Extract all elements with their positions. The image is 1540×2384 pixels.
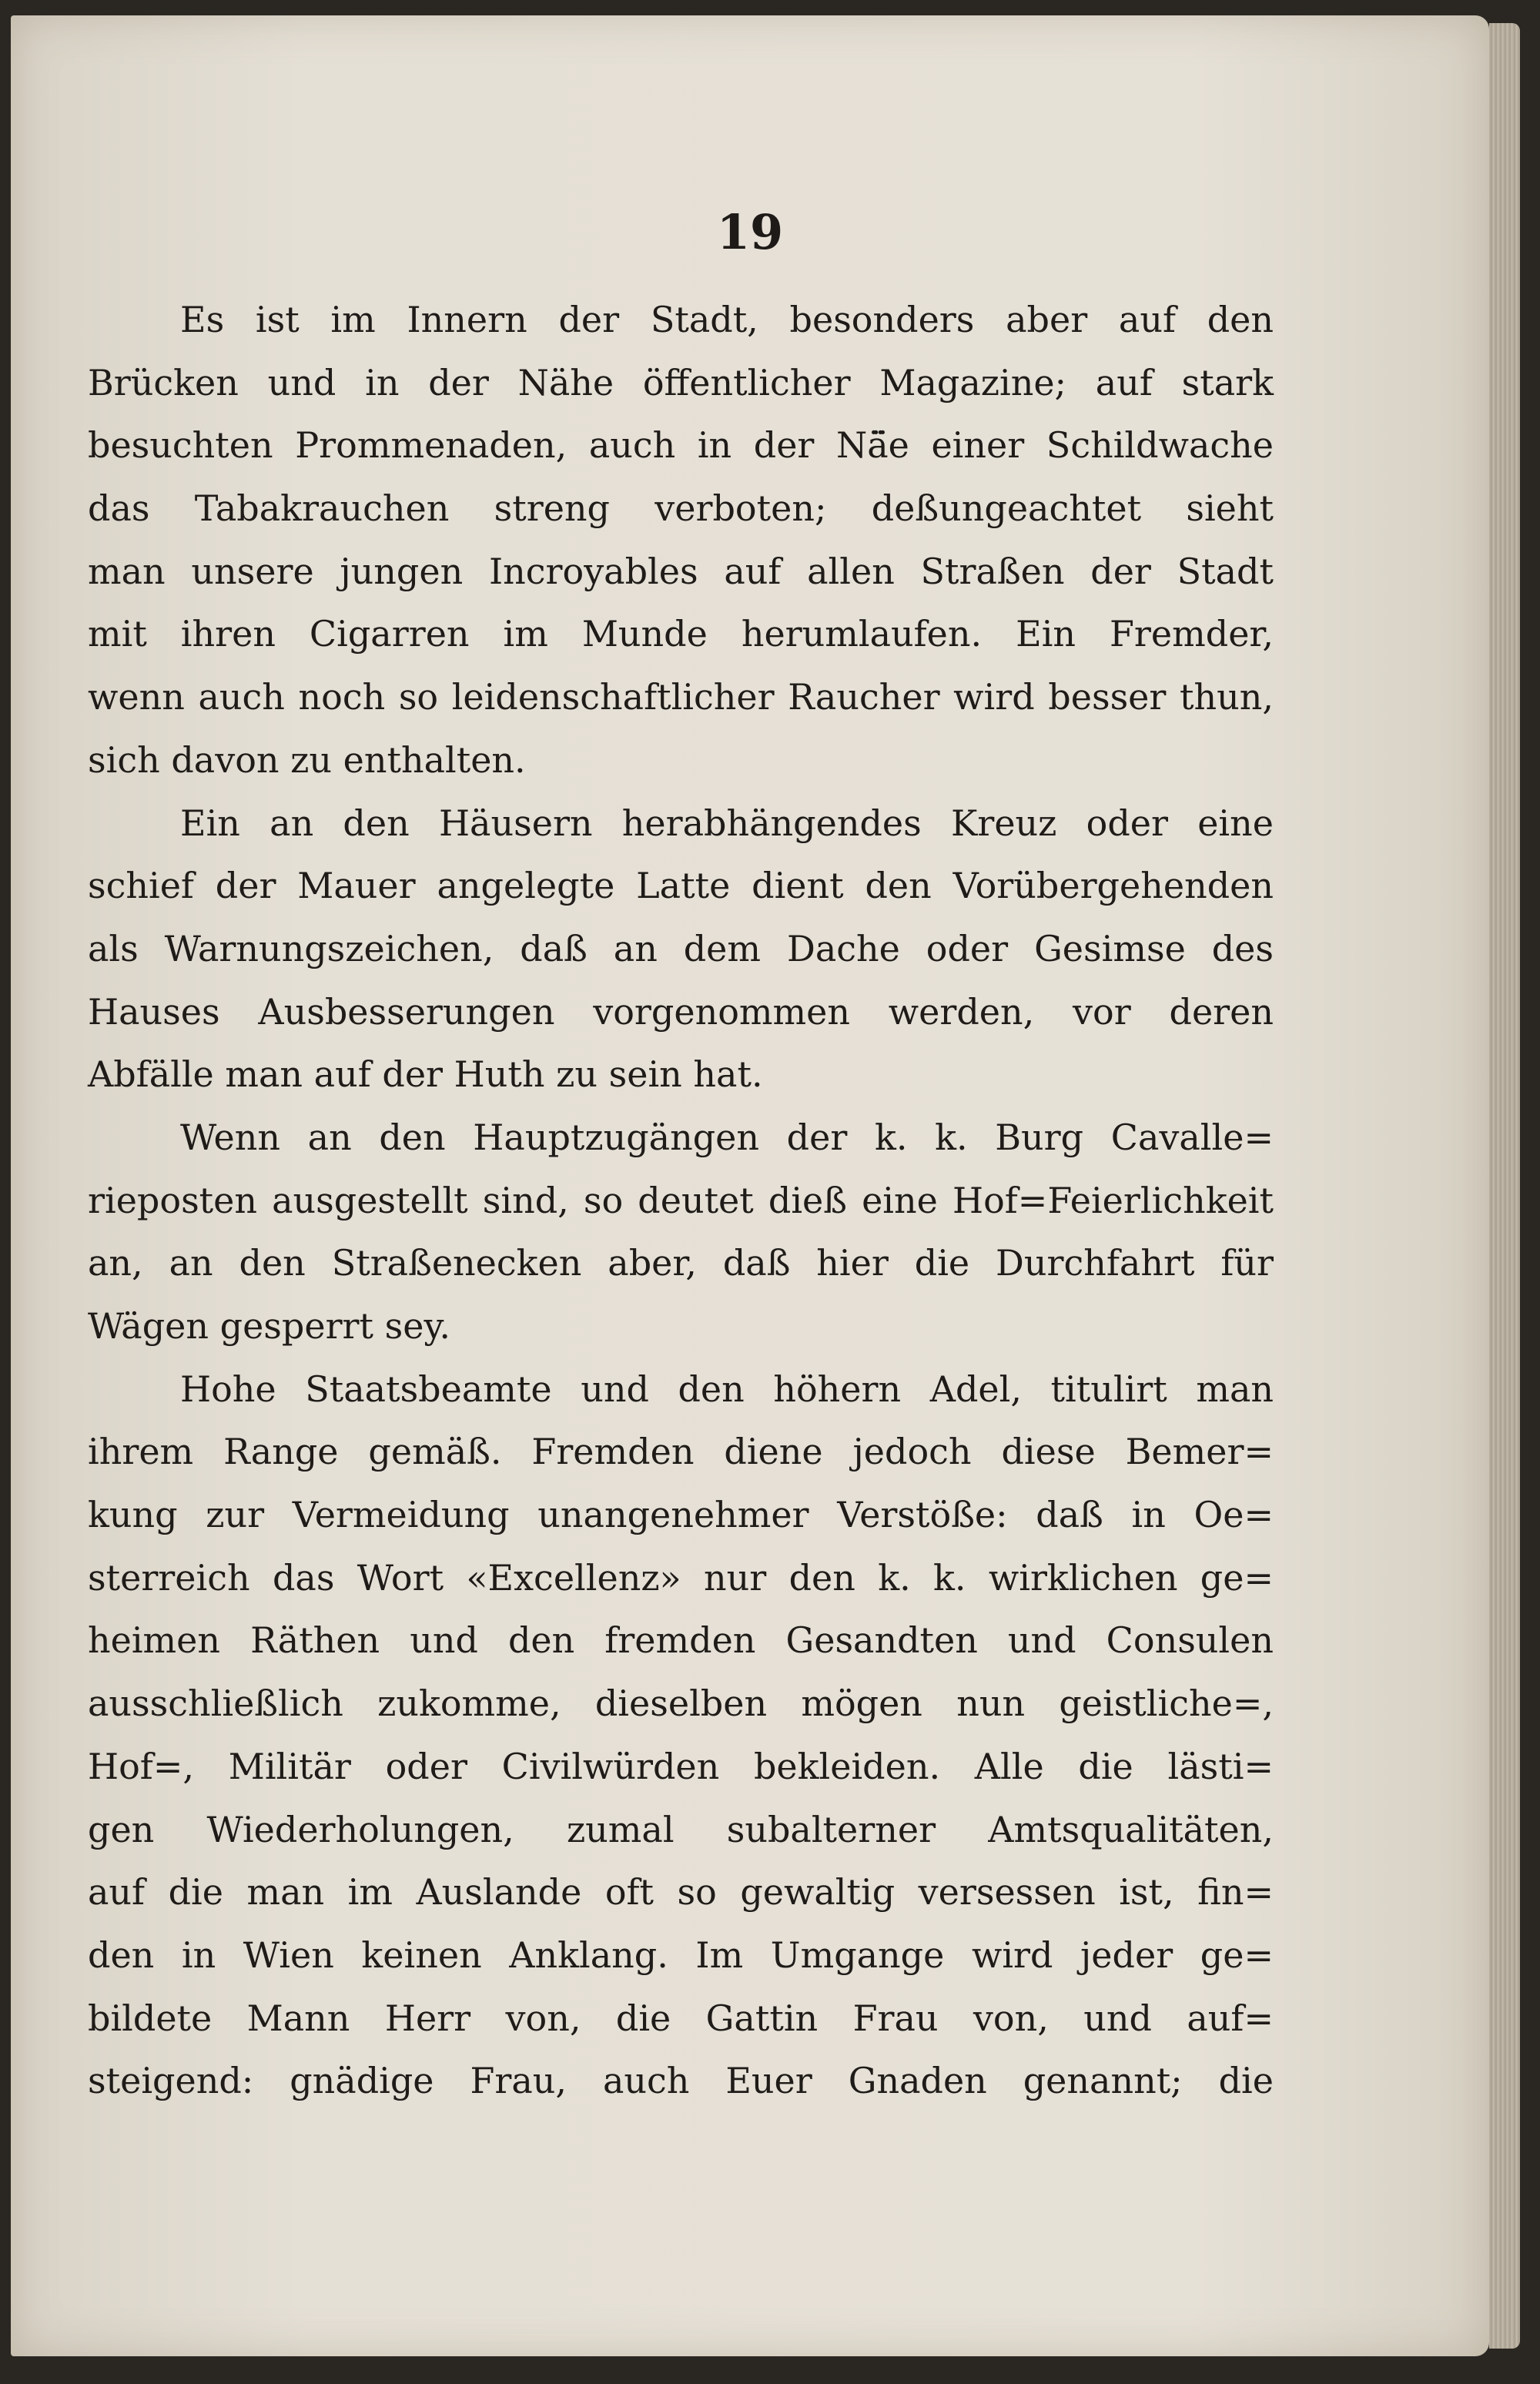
text-line: ihrem Range gemäß. Fremden diene jedoch diese Bemer= xyxy=(88,1431,1274,1473)
text-line: gen Wiederholungen, zumal subalterner Amtsqualitäten, xyxy=(88,1808,1274,1850)
text-line: wenn auch noch so leidenschaftlicher Raucher wird besser thun, xyxy=(88,676,1274,718)
text-line: Hof=, Militär oder Civilwürden bekleiden. Alle die lästi= xyxy=(88,1745,1274,1787)
text-line: besuchten Prommenaden, auch in der Nä̈e einer Schildwache xyxy=(88,424,1274,467)
text-line: Wenn an den Hauptzugängen der k. k. Burg Cavalle= xyxy=(180,1116,1274,1158)
text-line: Hohe Staatsbeamte und den höhern Adel, titulirt man xyxy=(180,1368,1274,1410)
text-line: sich davon zu enthalten. xyxy=(88,738,526,781)
text-line: rieposten ausgestellt sind, so deutet dieß eine Hof=Feierlichkeit xyxy=(88,1179,1274,1221)
text-line: heimen Räthen und den fremden Gesandten und Consulen xyxy=(88,1619,1274,1662)
text-line: das Tabakrauchen streng verboten; deßungeachtet sieht xyxy=(88,487,1274,530)
text-line: steigend: gnädige Frau, auch Euer Gnaden genannt; die xyxy=(88,2060,1274,2102)
text-line: kung zur Vermeidung unangenehmer Verstöße: daß in Oe= xyxy=(88,1494,1274,1536)
text-line: Wägen gesperrt sey. xyxy=(88,1305,450,1347)
text-line: auf die man im Auslande oft so gewaltig versessen ist, fin= xyxy=(88,1871,1274,1914)
text-line: Hauses Ausbesserungen vorgenommen werden, vor deren xyxy=(88,990,1274,1033)
text-line: man unsere jungen Incroyables auf allen Straßen der Stadt xyxy=(88,550,1274,592)
text-line: Es ist im Innern der Stadt, besonders aber auf den xyxy=(180,299,1274,340)
page-edge xyxy=(1489,23,1520,2349)
text-line: Abfälle man auf der Huth zu sein hat. xyxy=(88,1053,763,1096)
text-line: Ein an den Häusern herabhängendes Kreuz oder eine xyxy=(180,802,1274,844)
page-sheet xyxy=(11,15,1489,2356)
page-number: 19 xyxy=(716,204,784,260)
text-line: sterreich das Wort «Excellenz» nur den k. k. wirklichen ge= xyxy=(88,1556,1274,1599)
text-line: Brücken und in der Nähe öffentlicher Magazine; auf stark xyxy=(88,361,1274,403)
text-line: schief der Mauer angelegte Latte dient den Vorübergehenden xyxy=(88,865,1274,907)
body-text xyxy=(88,289,1274,2113)
text-line: mit ihren Cigarren im Munde herumlaufen. Ein Fremder, xyxy=(88,613,1274,655)
text-line: den in Wien keinen Anklang. Im Umgange wird jeder ge= xyxy=(88,1934,1274,1976)
text-line: ausschließlich zukomme, dieselben mögen nun geistliche=, xyxy=(88,1683,1274,1725)
text-line: als Warnungszeichen, daß an dem Dache oder Gesimse des xyxy=(88,927,1274,969)
text-line: bildete Mann Herr von, die Gattin Frau von, und auf= xyxy=(88,1997,1274,2039)
text-line: an, an den Straßenecken aber, daß hier die Durchfahrt für xyxy=(88,1242,1274,1284)
